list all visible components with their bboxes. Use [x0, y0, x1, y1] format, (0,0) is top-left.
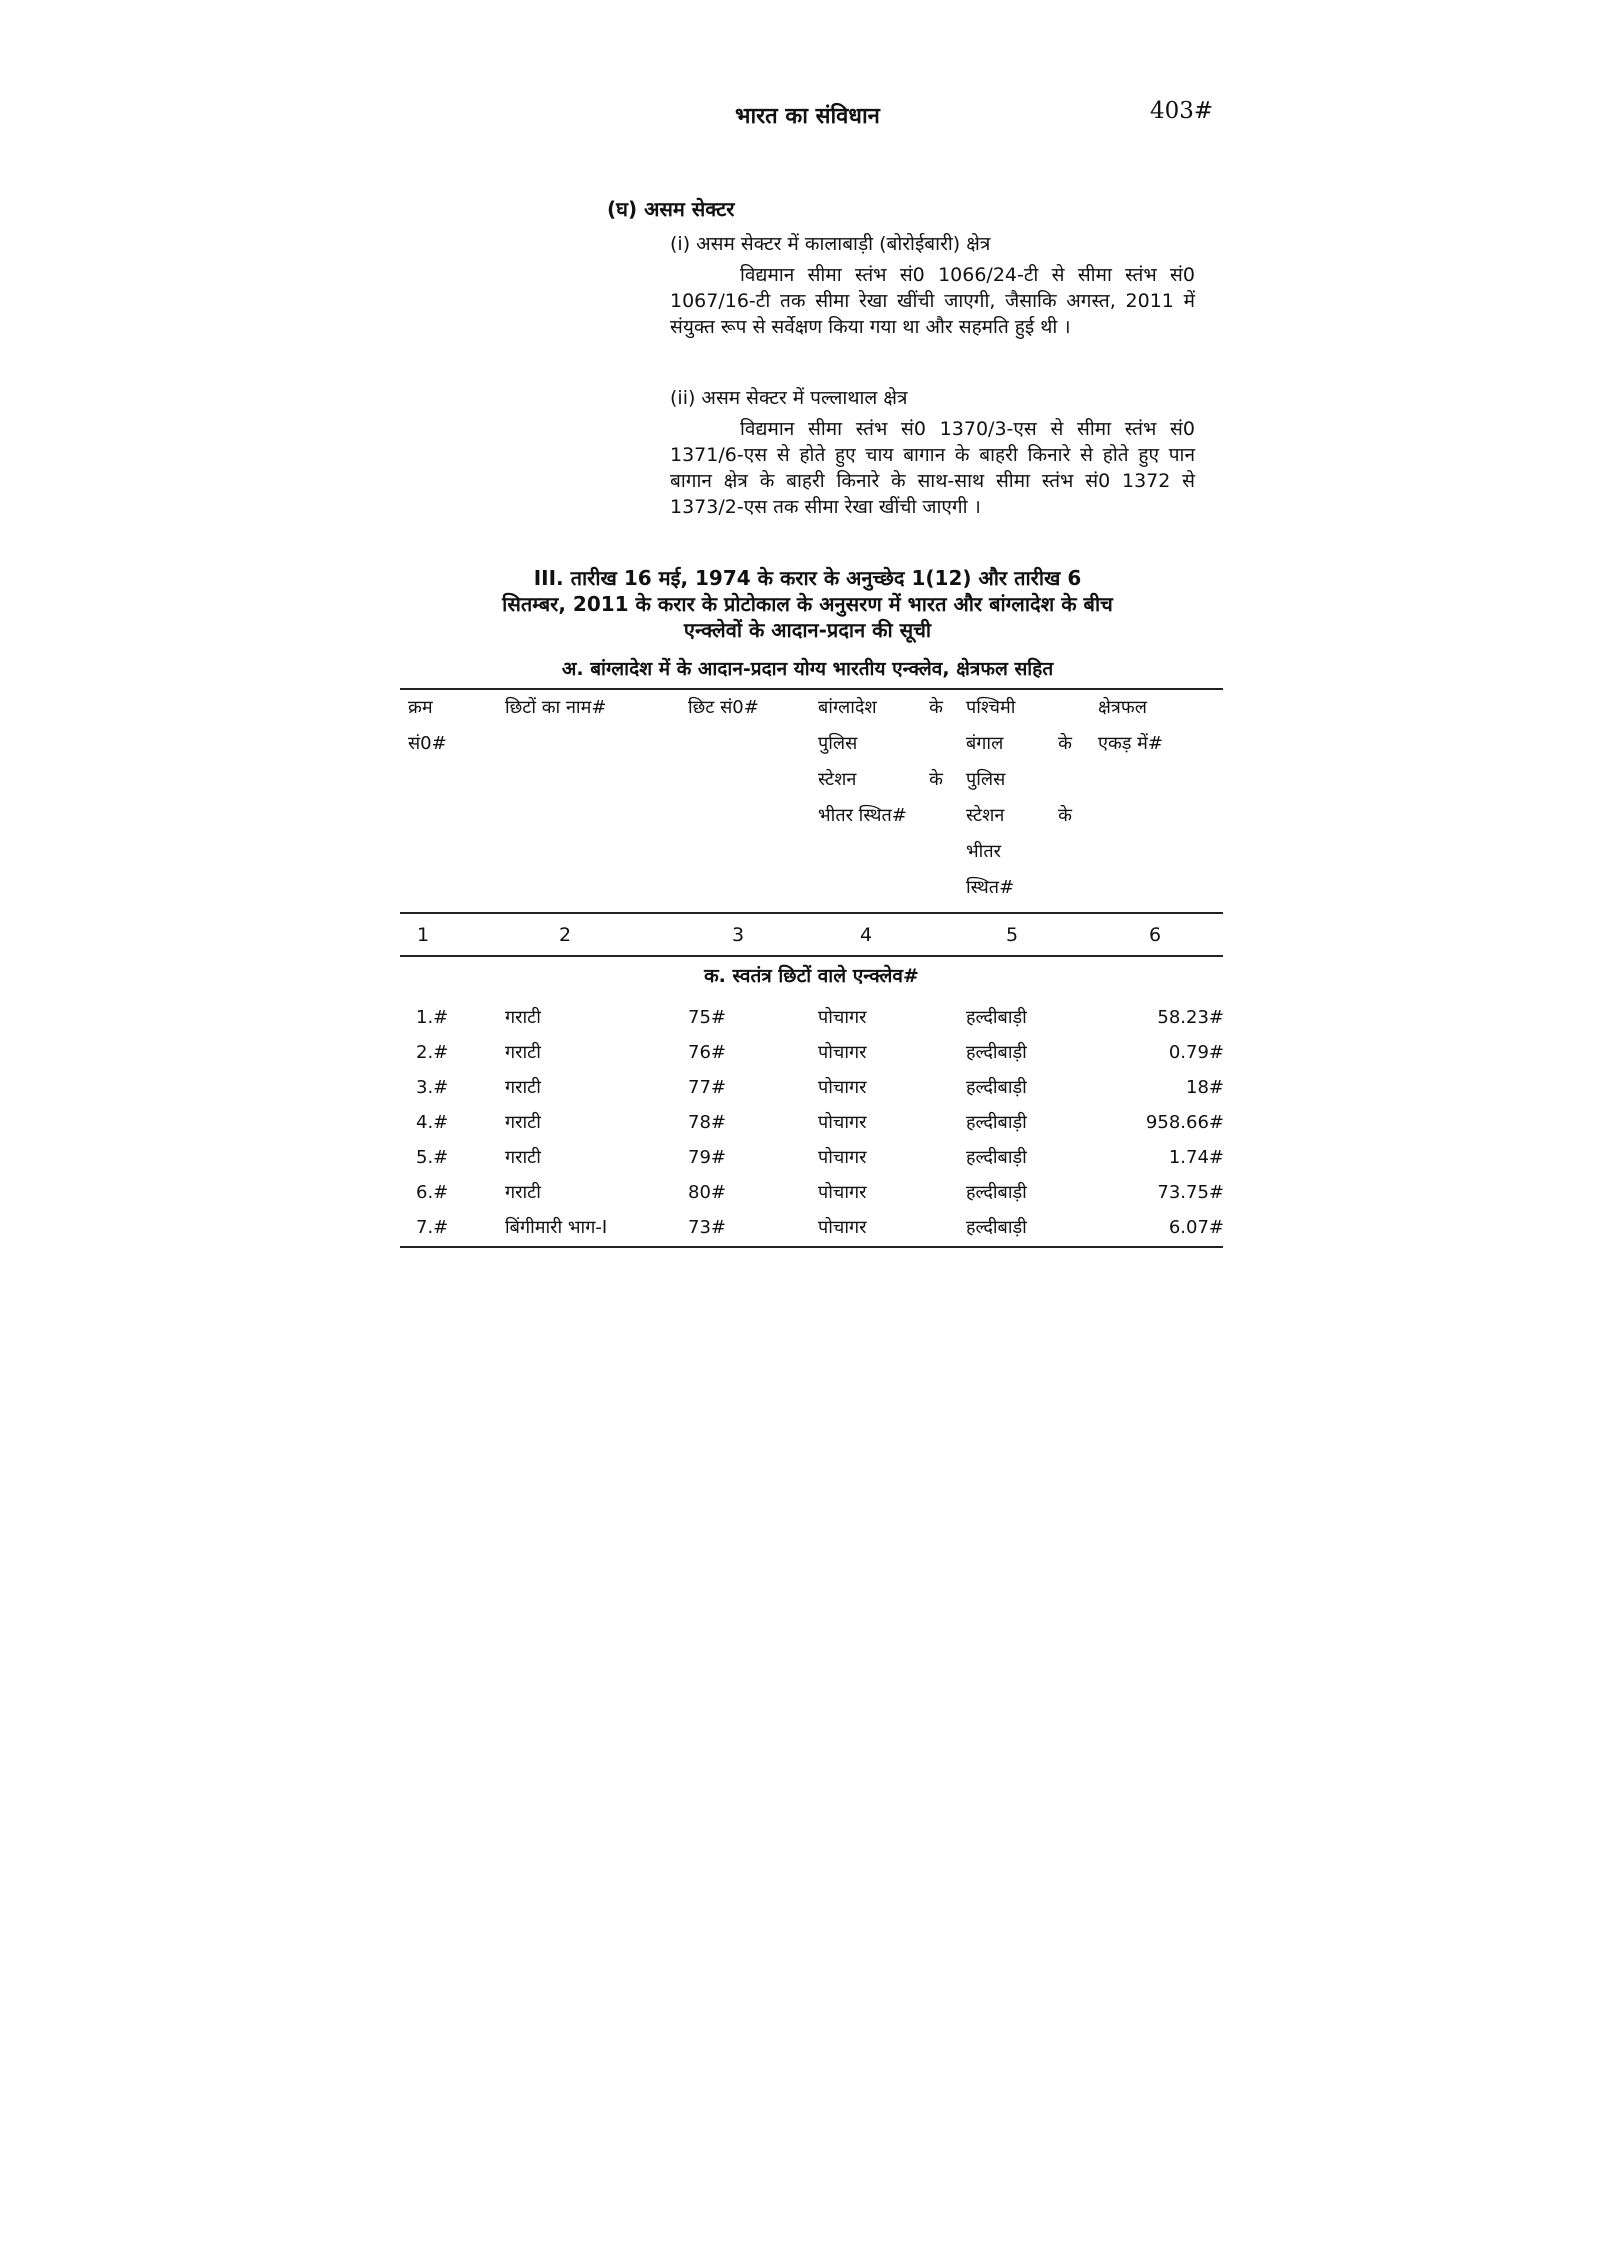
cell-serial: 7.# [416, 1217, 449, 1238]
cell-bangladesh-ps: पोचागर [818, 1007, 867, 1028]
item-1-heading: (i) असम सेक्टर में कालाबाड़ी (बोरोईबारी) क्षेत्र [670, 233, 991, 255]
header-bangladesh-police-station: बांग्लादेश के पुलिस स्टेशन के भीतर स्थित# [818, 697, 943, 826]
cell-west-bengal-ps: हल्दीबाड़ी [966, 1077, 1027, 1098]
column-number-2: 2 [558, 924, 572, 946]
page-header-title: भारत का संविधान [735, 104, 880, 129]
column-number-4: 4 [859, 924, 873, 946]
cell-area: 1.74# [1168, 1147, 1224, 1168]
table-bottom-rule [400, 1246, 1223, 1248]
cell-area: 0.79# [1168, 1042, 1224, 1063]
section-heading: (घ) असम सेक्टर [607, 197, 735, 221]
cell-bangladesh-ps: पोचागर [818, 1217, 867, 1238]
cell-name: गराटी [505, 1007, 541, 1028]
column-number-3: 3 [731, 924, 745, 946]
cell-serial: 6.# [416, 1182, 449, 1203]
cell-chit-no: 79# [688, 1147, 726, 1168]
cell-west-bengal-ps: हल्दीबाड़ी [966, 1042, 1027, 1063]
table-row [0, 1105, 1600, 1140]
cell-area: 6.07# [1168, 1217, 1224, 1238]
cell-bangladesh-ps: पोचागर [818, 1147, 867, 1168]
cell-area: 18# [1186, 1077, 1224, 1098]
cell-bangladesh-ps: पोचागर [818, 1042, 867, 1063]
table-row [0, 1000, 1600, 1035]
header-chit-no: छिट सं0# [688, 697, 759, 718]
table-header-rule [400, 912, 1223, 914]
cell-west-bengal-ps: हल्दीबाड़ी [966, 1112, 1027, 1133]
cell-west-bengal-ps: हल्दीबाड़ी [966, 1182, 1027, 1203]
cell-west-bengal-ps: हल्दीबाड़ी [966, 1147, 1027, 1168]
cell-bangladesh-ps: पोचागर [818, 1077, 867, 1098]
header-west-bengal-police-station: पश्चिमी बंगाल के पुलिस स्टेशन के भीतर स्थित# [966, 697, 1072, 898]
schedule-title-line-3: एन्क्लेवों के आदान-प्रदान की सूची [683, 618, 932, 642]
cell-chit-no: 73# [688, 1217, 726, 1238]
cell-bangladesh-ps: पोचागर [818, 1112, 867, 1133]
cell-bangladesh-ps: पोचागर [818, 1182, 867, 1203]
table-row [0, 1035, 1600, 1070]
cell-name: गराटी [505, 1147, 541, 1168]
cell-name: गराटी [505, 1042, 541, 1063]
page-number: 403# [1150, 98, 1214, 124]
table-column-number-rule [400, 955, 1223, 957]
item-1-paragraph: विद्यमान सीमा स्तंभ सं0 1066/24-टी से सीमा स्तंभ सं0 1067/16-टी तक सीमा रेखा खींची जाएगी, जैसाकि अगस्त, 2011 में संयुक्त रूप से सर्वेक्षण किया गया था और सहमति हुई थी । [670, 264, 1195, 338]
header-area: क्षेत्रफल एकड़ में# [1098, 697, 1163, 754]
item-2-paragraph: विद्यमान सीमा स्तंभ सं0 1370/3-एस से सीमा स्तंभ सं0 1371/6-एस से होते हुए चाय बागान के बाहरी किनारे से होते हुए पान बागान क्षेत्र के बाहरी किनारे के साथ-साथ सीमा स्तंभ सं0 1372 से 1373/2-एस तक सीमा रेखा खींची जाएगी । [670, 418, 1195, 518]
cell-west-bengal-ps: हल्दीबाड़ी [966, 1007, 1027, 1028]
item-2-heading: (ii) असम सेक्टर में पल्लाथाल क्षेत्र [670, 387, 908, 409]
column-number-1: 1 [416, 924, 430, 946]
cell-name: गराटी [505, 1077, 541, 1098]
schedule-title-line-2: सितम्बर, 2011 के करार के प्रोटोकाल के अनुसरण में भारत और बांग्लादेश के बीच [502, 592, 1113, 616]
cell-serial: 1.# [416, 1007, 449, 1028]
cell-serial: 2.# [416, 1042, 449, 1063]
header-serial: क्रम सं0# [408, 697, 447, 754]
table-row [0, 1140, 1600, 1175]
cell-name: गराटी [505, 1182, 541, 1203]
cell-chit-no: 75# [688, 1007, 726, 1028]
table-row [0, 1210, 1600, 1245]
cell-chit-no: 78# [688, 1112, 726, 1133]
cell-chit-no: 77# [688, 1077, 726, 1098]
header-name: छिटों का नाम# [505, 697, 607, 718]
group-heading: क. स्वतंत्र छिटों वाले एन्क्लेव# [704, 965, 919, 987]
table-row [0, 1175, 1600, 1210]
cell-area: 73.75# [1157, 1182, 1224, 1203]
column-number-5: 5 [1005, 924, 1019, 946]
cell-area: 958.66# [1145, 1112, 1224, 1133]
cell-chit-no: 76# [688, 1042, 726, 1063]
cell-serial: 5.# [416, 1147, 449, 1168]
cell-name: बिंगीमारी भाग-I [505, 1217, 608, 1238]
cell-name: गराटी [505, 1112, 541, 1133]
cell-chit-no: 80# [688, 1182, 726, 1203]
cell-serial: 3.# [416, 1077, 449, 1098]
cell-serial: 4.# [416, 1112, 449, 1133]
cell-west-bengal-ps: हल्दीबाड़ी [966, 1217, 1027, 1238]
column-number-6: 6 [1148, 924, 1162, 946]
table-row [0, 1070, 1600, 1105]
cell-area: 58.23# [1157, 1007, 1224, 1028]
schedule-title-line-1: III. तारीख 16 मई, 1974 के करार के अनुच्छेद 1(12) और तारीख 6 [533, 566, 1082, 590]
schedule-subtitle: अ. बांग्लादेश में के आदान-प्रदान योग्य भारतीय एन्क्लेव, क्षेत्रफल सहित [561, 658, 1054, 680]
